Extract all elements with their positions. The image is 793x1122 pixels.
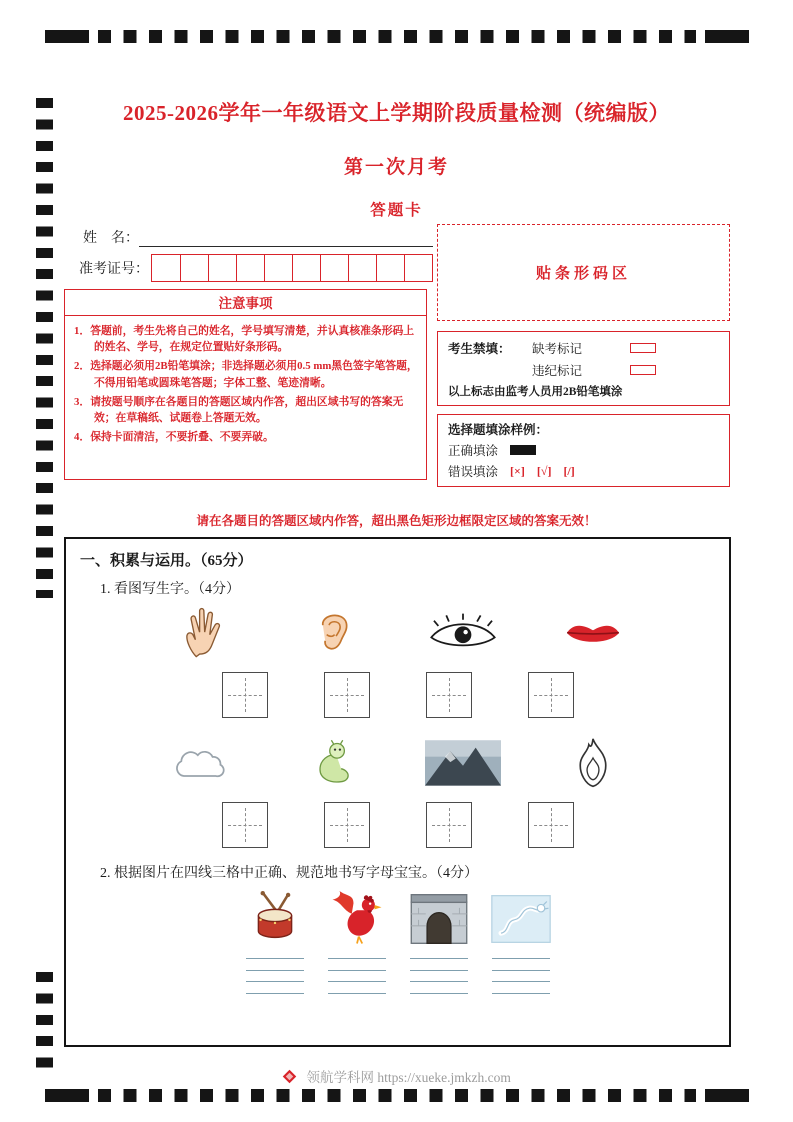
ticket-row xyxy=(79,254,433,282)
notice-title: 注意事项 xyxy=(65,290,426,316)
question-1-title: 1. 看图写生字。（4分） xyxy=(100,582,240,597)
rooster-image xyxy=(323,891,391,947)
ticket-cell[interactable] xyxy=(264,255,292,281)
name-label: 姓 名： xyxy=(83,231,139,246)
notice-box xyxy=(64,289,427,480)
correct-fill-label: 正确填涂 xyxy=(448,444,499,458)
timing-mark-corner-right xyxy=(705,1089,749,1102)
sheet-name: 答题卡 xyxy=(370,202,423,219)
violation-mark-row xyxy=(448,361,719,379)
timing-marks-strip-top xyxy=(98,30,696,43)
correct-fill-swatch xyxy=(510,445,536,455)
q2-writing-lines-row xyxy=(80,958,715,994)
ticket-cell[interactable] xyxy=(376,255,404,281)
section-1-title: 一、积累与运用。（65分） xyxy=(80,553,253,569)
ticket-number-grid[interactable] xyxy=(151,254,433,282)
four-line-grid-3[interactable] xyxy=(410,958,468,994)
wrong-fill-row xyxy=(448,462,719,480)
ticket-cell[interactable] xyxy=(208,255,236,281)
name-input-line[interactable] xyxy=(139,230,433,247)
absent-mark-box[interactable] xyxy=(630,343,656,353)
fill-sample-box xyxy=(437,414,730,487)
ticket-cell[interactable] xyxy=(348,255,376,281)
q2-picture-row xyxy=(80,888,715,950)
barcode-area xyxy=(437,224,730,321)
forbidden-note: 以上标志由监考人员用2B铅笔填涂 xyxy=(448,386,623,398)
four-line-grid-4[interactable] xyxy=(492,958,550,994)
wrong-mark-cross: [×] xyxy=(510,463,525,478)
ticket-cell[interactable] xyxy=(292,255,320,281)
wrong-fill-label: 错误填涂 xyxy=(448,465,499,479)
timing-mark-corner-right xyxy=(705,30,749,43)
correct-fill-row xyxy=(448,441,719,459)
q1-writing-grid-row-2 xyxy=(80,802,715,848)
notice-item-4: 4．保持卡面清洁，不要折叠、不要弄破。 xyxy=(74,431,274,444)
site-logo-icon xyxy=(282,1069,297,1084)
absent-mark-label: 缺考标记 xyxy=(532,342,583,356)
exam-name: 第一次月考 xyxy=(343,157,449,178)
worm-image xyxy=(294,739,372,787)
answer-area-warning: 请在各题目的答题区域内作答，超出黑色矩形边框限定区域的答案无效！ xyxy=(196,514,597,528)
ticket-cell[interactable] xyxy=(180,255,208,281)
q1-picture-row-2 xyxy=(80,732,715,794)
timing-mark-corner-left xyxy=(45,1089,89,1102)
timing-marks-left-lower xyxy=(36,972,53,1071)
forbidden-title: 考生禁填： xyxy=(448,342,511,356)
question-2-title: 2. 根据图片在四线三格中正确、规范地书写字母宝宝。（4分） xyxy=(100,866,478,881)
footer xyxy=(0,1066,793,1086)
ear-image xyxy=(294,606,372,660)
notice-item-3: 3．请按题号顺序在各题目的答题区域内作答，超出区域书写的答案无效；在草稿纸、试题卷上答题无效。 xyxy=(74,395,404,424)
tianzige-cell-6[interactable] xyxy=(324,802,370,848)
violation-mark-box[interactable] xyxy=(630,365,656,375)
violation-mark-label: 违纪标记 xyxy=(532,364,583,378)
timing-mark-corner-left xyxy=(45,30,89,43)
notice-list xyxy=(65,316,426,445)
wrong-mark-slash: [/] xyxy=(563,463,575,478)
timing-marks-strip-bottom xyxy=(98,1089,696,1102)
tianzige-cell-5[interactable] xyxy=(222,802,268,848)
tianzige-cell-7[interactable] xyxy=(426,802,472,848)
timing-marks-top xyxy=(45,30,749,43)
eye-image xyxy=(424,611,502,655)
tianzige-cell-1[interactable] xyxy=(222,672,268,718)
name-row xyxy=(83,227,433,247)
wrong-mark-check: [√] xyxy=(536,463,552,478)
timing-marks-bottom xyxy=(45,1089,749,1102)
four-line-grid-1[interactable] xyxy=(246,958,304,994)
hand-image xyxy=(164,606,242,660)
answer-area xyxy=(64,537,731,1047)
four-line-grid-2[interactable] xyxy=(328,958,386,994)
absent-mark-row xyxy=(448,339,719,357)
q1-writing-grid-row-1 xyxy=(80,672,715,718)
cloud-image xyxy=(164,743,242,783)
fill-sample-title: 选择题填涂样例： xyxy=(448,423,549,437)
gate-image xyxy=(405,893,473,945)
ticket-cell[interactable] xyxy=(320,255,348,281)
ticket-number-label: 准考证号： xyxy=(79,262,149,277)
tianzige-cell-8[interactable] xyxy=(528,802,574,848)
page-title: 2025-2026学年一年级语文上学期阶段质量检测（统编版） xyxy=(123,101,670,125)
dragon-image xyxy=(487,894,555,944)
tianzige-cell-2[interactable] xyxy=(324,672,370,718)
fire-image xyxy=(554,736,632,790)
tianzige-cell-3[interactable] xyxy=(426,672,472,718)
barcode-area-label: 贴条形码区 xyxy=(535,266,631,282)
footer-site-text: 领航学科网 https://xueke.jmkzh.com xyxy=(306,1070,511,1085)
drum-image xyxy=(241,891,309,947)
tianzige-cell-4[interactable] xyxy=(528,672,574,718)
ticket-cell[interactable] xyxy=(404,255,432,281)
lips-image xyxy=(554,617,632,650)
examinee-forbidden-box xyxy=(437,331,730,406)
ticket-cell[interactable] xyxy=(236,255,264,281)
q1-picture-row-1 xyxy=(80,602,715,664)
notice-item-2: 2．选择题必须用2B铅笔填涂；非选择题必须用0.5 mm黑色签字笔答题，不得用铅笔或圆珠笔答题；字体工整、笔迹清晰。 xyxy=(74,360,418,389)
mountain-photo xyxy=(424,740,502,786)
notice-item-1: 1．答题前，考生先将自己的姓名，学号填写清楚，并认真核准条形码上的姓名、学号，在规定位置贴好条形码。 xyxy=(74,325,415,354)
ticket-cell[interactable] xyxy=(152,255,180,281)
